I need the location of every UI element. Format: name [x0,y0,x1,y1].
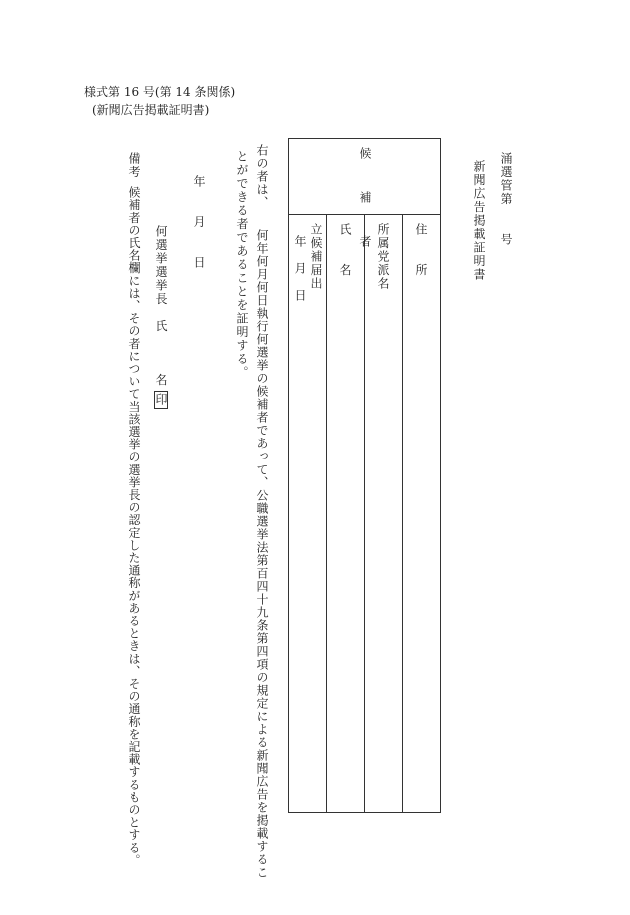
note-text: 候補者の氏名欄には、その者について当該選挙の選挙長の認定した通称があるときは、その通称を記載するものとする。 [127,186,141,867]
note-label: 備考 [127,152,141,179]
certificate-title: 新聞広告掲載証明書 [472,160,486,282]
body-text-line2: とができる者であることを証明する。 [235,150,249,380]
column-divider [364,214,365,812]
column-header-name: 氏 名 [338,223,352,277]
column-divider [402,214,403,812]
column-header-party: 所属党派名 [376,223,390,291]
reference-number: 涌選管第 号 [499,152,513,247]
candidate-table [288,138,441,813]
form-number: 様式第 16 号(第 14 条関係) [84,85,236,99]
form-subtitle: (新聞広告掲載証明書) [92,103,210,117]
seal-mark: 印 [154,393,168,407]
column-header-address: 住 所 [414,223,428,277]
signer-block [154,225,168,409]
column-header-date-line2: 年 月 日 [293,235,307,303]
date-label: 年 月 日 [192,175,206,270]
signer-title: 何選挙選挙長 氏 名 [154,225,168,387]
table-header-candidate: 候 補 者 [358,147,372,257]
column-divider [326,214,327,812]
column-header-date-line1: 立候補届出 [309,223,323,291]
body-text-line1: 右の者は、 何年何月何日執行何選挙の候補者であって、公職選挙法第百四十九条第四項の規定による新聞広告を掲載するこ [255,144,269,879]
